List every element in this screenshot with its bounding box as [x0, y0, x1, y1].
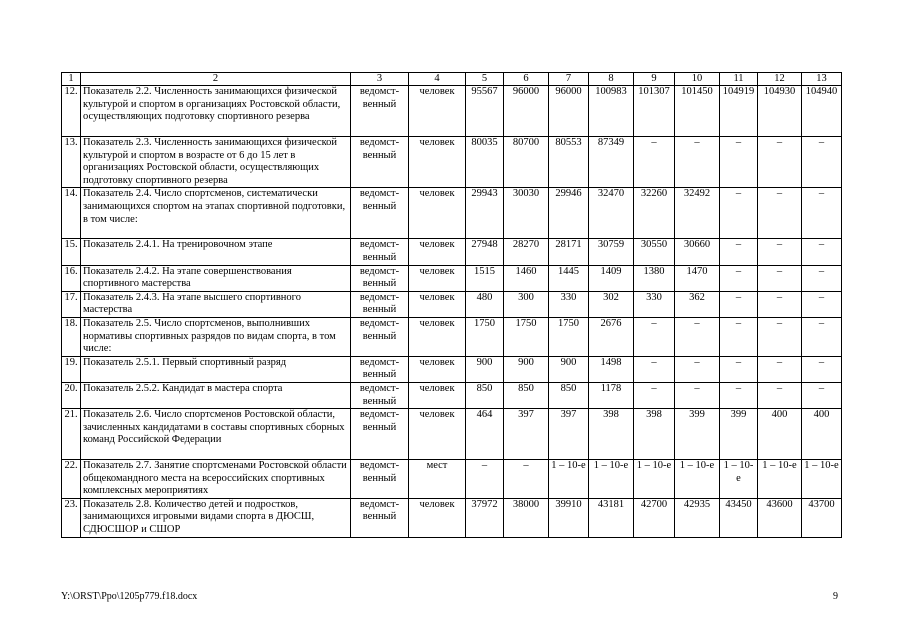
- indicator-name-cell: Показатель 2.5. Число спортсменов, выполнивших нормативы спортивных разрядов по видам спорта, в том числе:: [81, 317, 351, 356]
- value-cell: 850: [466, 382, 504, 408]
- value-cell: –: [720, 137, 758, 188]
- value-cell: –: [675, 317, 720, 356]
- row-number-cell: 16.: [62, 265, 81, 291]
- value-cell: 480: [466, 291, 504, 317]
- value-cell: 1 – 10-е: [802, 460, 842, 499]
- value-cell: 32260: [634, 188, 675, 239]
- value-cell: 1470: [675, 265, 720, 291]
- row-number-cell: 18.: [62, 317, 81, 356]
- table-row: [62, 317, 842, 356]
- value-cell: 100983: [589, 86, 634, 137]
- value-cell: 400: [802, 409, 842, 460]
- table-row: [62, 291, 842, 317]
- value-cell: 96000: [549, 86, 589, 137]
- column-header: 9: [634, 73, 675, 86]
- value-cell: –: [504, 460, 549, 499]
- row-number-cell: 12.: [62, 86, 81, 137]
- row-number-cell: 21.: [62, 409, 81, 460]
- value-cell: 95567: [466, 86, 504, 137]
- value-cell: 1409: [589, 265, 634, 291]
- table-row: [62, 86, 842, 137]
- value-cell: 30660: [675, 239, 720, 265]
- indicator-name-cell: Показатель 2.8. Количество детей и подростков, занимающихся игровыми видами спорта в ДЮСШ, СДЮСШОР и СШОР: [81, 498, 351, 537]
- value-cell: –: [802, 382, 842, 408]
- source-cell: ведомст-венный: [351, 291, 409, 317]
- source-cell: ведомст-венный: [351, 382, 409, 408]
- value-cell: 1 – 10-е: [589, 460, 634, 499]
- source-cell: ведомст-венный: [351, 460, 409, 499]
- value-cell: –: [720, 356, 758, 382]
- value-cell: –: [802, 265, 842, 291]
- value-cell: –: [758, 356, 802, 382]
- row-number-cell: 22.: [62, 460, 81, 499]
- value-cell: –: [675, 356, 720, 382]
- column-header: 3: [351, 73, 409, 86]
- column-header: 10: [675, 73, 720, 86]
- value-cell: –: [720, 188, 758, 239]
- column-header: 11: [720, 73, 758, 86]
- source-cell: ведомст-венный: [351, 317, 409, 356]
- column-header: 13: [802, 73, 842, 86]
- row-number-cell: 13.: [62, 137, 81, 188]
- value-cell: 397: [549, 409, 589, 460]
- unit-cell: человек: [409, 498, 466, 537]
- value-cell: 398: [589, 409, 634, 460]
- value-cell: –: [758, 137, 802, 188]
- indicator-name-cell: Показатель 2.2. Численность занимающихся физической культурой и спортом в организациях Ростовской области, осуществляющих подготовку спортивного резерва: [81, 86, 351, 137]
- value-cell: 104940: [802, 86, 842, 137]
- value-cell: –: [675, 382, 720, 408]
- value-cell: 32492: [675, 188, 720, 239]
- value-cell: 104930: [758, 86, 802, 137]
- value-cell: 850: [549, 382, 589, 408]
- column-header: 1: [62, 73, 81, 86]
- value-cell: 29943: [466, 188, 504, 239]
- value-cell: 397: [504, 409, 549, 460]
- value-cell: 43450: [720, 498, 758, 537]
- value-cell: –: [634, 356, 675, 382]
- value-cell: 42700: [634, 498, 675, 537]
- value-cell: 399: [720, 409, 758, 460]
- value-cell: 1 – 10-е: [720, 460, 758, 499]
- value-cell: 399: [675, 409, 720, 460]
- source-cell: ведомст-венный: [351, 409, 409, 460]
- row-number-cell: 19.: [62, 356, 81, 382]
- table-row: [62, 239, 842, 265]
- column-header: 4: [409, 73, 466, 86]
- value-cell: –: [720, 382, 758, 408]
- unit-cell: человек: [409, 86, 466, 137]
- value-cell: 104919: [720, 86, 758, 137]
- value-cell: –: [720, 317, 758, 356]
- value-cell: 28270: [504, 239, 549, 265]
- indicator-name-cell: Показатель 2.6. Число спортсменов Ростовской области, зачисленных кандидатами в составы спортивных сборных команд Российской Федерации: [81, 409, 351, 460]
- unit-cell: человек: [409, 356, 466, 382]
- unit-cell: человек: [409, 188, 466, 239]
- row-number-cell: 20.: [62, 382, 81, 408]
- value-cell: 80553: [549, 137, 589, 188]
- value-cell: –: [758, 265, 802, 291]
- value-cell: 1498: [589, 356, 634, 382]
- source-cell: ведомст-венный: [351, 356, 409, 382]
- page-number: 9: [833, 591, 838, 602]
- source-cell: ведомст-венный: [351, 498, 409, 537]
- unit-cell: человек: [409, 317, 466, 356]
- value-cell: 362: [675, 291, 720, 317]
- column-header: 2: [81, 73, 351, 86]
- value-cell: 464: [466, 409, 504, 460]
- value-cell: 300: [504, 291, 549, 317]
- table-row: [62, 409, 842, 460]
- value-cell: 29946: [549, 188, 589, 239]
- value-cell: –: [466, 460, 504, 499]
- value-cell: 1750: [466, 317, 504, 356]
- value-cell: 900: [504, 356, 549, 382]
- column-header: 7: [549, 73, 589, 86]
- value-cell: –: [802, 356, 842, 382]
- table-row: [62, 382, 842, 408]
- value-cell: –: [720, 239, 758, 265]
- value-cell: –: [758, 188, 802, 239]
- value-cell: 37972: [466, 498, 504, 537]
- table-row: [62, 460, 842, 499]
- row-number-cell: 14.: [62, 188, 81, 239]
- value-cell: –: [802, 317, 842, 356]
- unit-cell: мест: [409, 460, 466, 499]
- indicator-name-cell: Показатель 2.4.3. На этапе высшего спортивного мастерства: [81, 291, 351, 317]
- table-row: [62, 137, 842, 188]
- value-cell: –: [634, 137, 675, 188]
- value-cell: –: [720, 265, 758, 291]
- source-cell: ведомст-венный: [351, 265, 409, 291]
- value-cell: 1750: [504, 317, 549, 356]
- value-cell: –: [634, 317, 675, 356]
- column-header: 6: [504, 73, 549, 86]
- value-cell: 80700: [504, 137, 549, 188]
- value-cell: 900: [549, 356, 589, 382]
- value-cell: 302: [589, 291, 634, 317]
- value-cell: 43181: [589, 498, 634, 537]
- value-cell: –: [758, 382, 802, 408]
- row-number-cell: 17.: [62, 291, 81, 317]
- value-cell: 101450: [675, 86, 720, 137]
- indicator-name-cell: Показатель 2.5.1. Первый спортивный разряд: [81, 356, 351, 382]
- value-cell: 39910: [549, 498, 589, 537]
- value-cell: 1 – 10-е: [634, 460, 675, 499]
- table-row: [62, 356, 842, 382]
- column-header: 8: [589, 73, 634, 86]
- value-cell: 43600: [758, 498, 802, 537]
- table-row: [62, 265, 842, 291]
- indicator-name-cell: Показатель 2.4.1. На тренировочном этапе: [81, 239, 351, 265]
- value-cell: 27948: [466, 239, 504, 265]
- unit-cell: человек: [409, 409, 466, 460]
- value-cell: 1380: [634, 265, 675, 291]
- footer-file-path: Y:\ORST\Ppo\1205p779.f18.docx: [61, 591, 198, 602]
- column-number-header-row: [62, 73, 842, 86]
- value-cell: –: [758, 291, 802, 317]
- unit-cell: человек: [409, 265, 466, 291]
- column-header: 12: [758, 73, 802, 86]
- table-body: [62, 86, 842, 538]
- source-cell: ведомст-венный: [351, 239, 409, 265]
- value-cell: 42935: [675, 498, 720, 537]
- value-cell: 28171: [549, 239, 589, 265]
- row-number-cell: 23.: [62, 498, 81, 537]
- source-cell: ведомст-венный: [351, 188, 409, 239]
- value-cell: 30550: [634, 239, 675, 265]
- value-cell: –: [758, 239, 802, 265]
- row-number-cell: 15.: [62, 239, 81, 265]
- table-row: [62, 188, 842, 239]
- value-cell: 1 – 10-е: [758, 460, 802, 499]
- indicator-name-cell: Показатель 2.4. Число спортсменов, систематически занимающихся спортом на этапах спортивной подготовки, в том числе:: [81, 188, 351, 239]
- value-cell: 38000: [504, 498, 549, 537]
- value-cell: –: [802, 239, 842, 265]
- value-cell: 900: [466, 356, 504, 382]
- value-cell: –: [802, 291, 842, 317]
- value-cell: 30030: [504, 188, 549, 239]
- value-cell: 330: [549, 291, 589, 317]
- indicator-name-cell: Показатель 2.5.2. Кандидат в мастера спорта: [81, 382, 351, 408]
- column-header: 5: [466, 73, 504, 86]
- indicator-name-cell: Показатель 2.7. Занятие спортсменами Ростовской области общекомандного места на всероссийских спортивных комплексных мероприятиях: [81, 460, 351, 499]
- unit-cell: человек: [409, 239, 466, 265]
- source-cell: ведомст-венный: [351, 137, 409, 188]
- value-cell: 850: [504, 382, 549, 408]
- value-cell: 101307: [634, 86, 675, 137]
- value-cell: 398: [634, 409, 675, 460]
- value-cell: 1445: [549, 265, 589, 291]
- value-cell: 330: [634, 291, 675, 317]
- value-cell: 87349: [589, 137, 634, 188]
- value-cell: 1 – 10-е: [675, 460, 720, 499]
- unit-cell: человек: [409, 291, 466, 317]
- value-cell: 1460: [504, 265, 549, 291]
- table-row: [62, 498, 842, 537]
- indicator-name-cell: Показатель 2.3. Численность занимающихся физической культурой и спортом в возрасте от 6 до 15 лет в организациях Ростовской области, осуществляющих подготовку спортивного резерва: [81, 137, 351, 188]
- value-cell: –: [675, 137, 720, 188]
- value-cell: 32470: [589, 188, 634, 239]
- value-cell: –: [758, 317, 802, 356]
- value-cell: 1 – 10-е: [549, 460, 589, 499]
- value-cell: 400: [758, 409, 802, 460]
- value-cell: 30759: [589, 239, 634, 265]
- unit-cell: человек: [409, 382, 466, 408]
- value-cell: 80035: [466, 137, 504, 188]
- value-cell: 96000: [504, 86, 549, 137]
- value-cell: –: [802, 137, 842, 188]
- source-cell: ведомст-венный: [351, 86, 409, 137]
- value-cell: –: [634, 382, 675, 408]
- value-cell: 43700: [802, 498, 842, 537]
- value-cell: 1515: [466, 265, 504, 291]
- unit-cell: человек: [409, 137, 466, 188]
- value-cell: 1178: [589, 382, 634, 408]
- indicator-name-cell: Показатель 2.4.2. На этапе совершенствования спортивного мастерства: [81, 265, 351, 291]
- value-cell: 1750: [549, 317, 589, 356]
- value-cell: –: [802, 188, 842, 239]
- value-cell: –: [720, 291, 758, 317]
- indicators-table: [61, 72, 842, 538]
- value-cell: 2676: [589, 317, 634, 356]
